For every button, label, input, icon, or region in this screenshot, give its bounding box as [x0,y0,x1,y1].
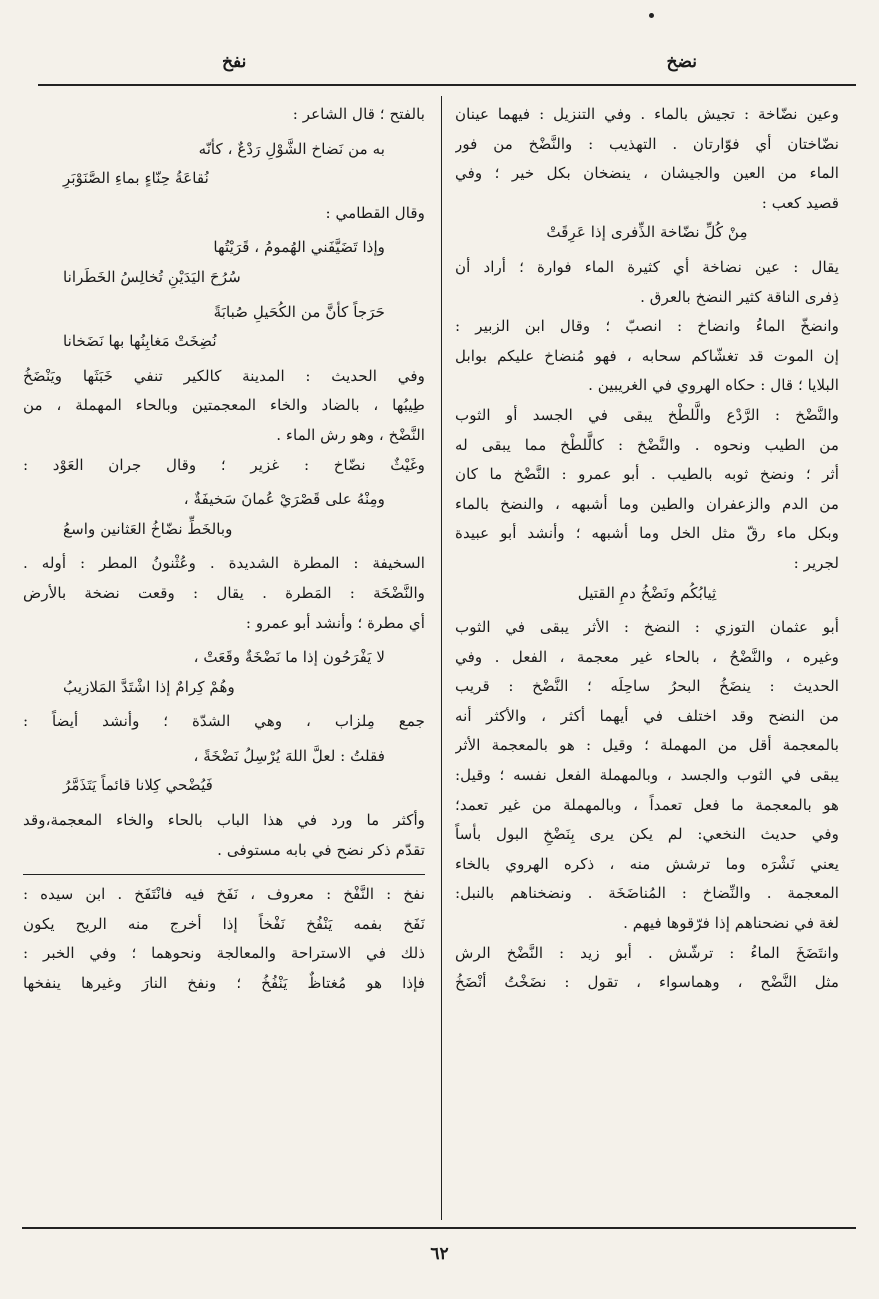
text-line: نضّاختان أي فوّارتان . التهذيب : والنَّضْخ من فور [455,134,839,153]
text-line: وفي الحديث : المدينة كالكير تنفي خَبَثَها ويَنْضَخُ [23,366,425,385]
text-line: لجرير : [793,553,839,572]
text-line: وانضخّ الماءُ وانضاخ : انصبّ ؛ وقال ابن الزبير : [455,317,839,336]
text-line: أبو عثمان التوزي : النضخ : الأثر يبقى في الثوب [455,618,839,637]
text-line: والنَّضْخ : الرَّدْع والَّلطْخ يبقى في الجسد أو الثوب [455,405,839,424]
text-line: إن الموت قد تغشّاكم سحابه ، فهو مُنضاخ عليكم بوابل [455,346,839,365]
text-line: من الدم والزعفران والطين وما أشبهه ، والنضخ بالماء [455,494,839,513]
text-line: النَّضْخ ، وهو رش الماء . [276,425,425,444]
left-column [23,100,425,1220]
entry-rule [23,874,425,875]
verse-line: وإذا تَضَيَّفَني الهُمومُ ، قَرَيْتُها [213,238,385,257]
verse-line: لا يَفْرَحُون إذا ما نَضْخَةٌ وقَعَتْ ، [193,648,385,667]
text-line: قصيد كعب : [761,193,839,212]
text-line: يبقى في الثوب والجسد ، وبالمهملة الفعل نفسه ؛ وقيل: [455,766,839,785]
header-word-left: نفخ [222,52,247,72]
bottom-rule [22,1227,856,1229]
text-line: وبكل ماء رقّ مثل الخل وما أشبهه ؛ وأنشد أبو عبيدة [455,524,839,543]
text-line: الحديث : ينضَخُ البحرُ ساحِلَه ؛ النَّضْخ : قريب [455,677,839,696]
verse-line: سُرُحَ اليَدَيْنِ تُخالِسُ الخَطَرانا [63,267,241,286]
text-line: ذِفرى الناقة كثير النضخ بالعرق . [640,287,839,306]
right-column [455,100,839,1220]
text-line: من النضح وقد اختلف في أيهما أكثر ، والأكثر أنه [455,706,839,725]
text-line: وقال القطامي : [325,203,425,222]
header-word-right: نضخ [666,52,697,72]
text-line: لغة في نضحناهم إذا فرّقوها فيهم . [623,914,839,933]
text-line: يعني نَشْرَه وما ترشش منه ، ذكره الهروي بالخاء [455,854,839,873]
verse-line: وبالخَطِّ نضّاخُ العَثانين واسعُ [63,519,233,538]
text-line: نفخ : النَّفْخ : معروف ، نَفَخ فيه فانْتَفَخ . ابن سيده : [23,885,425,904]
verse-line: به من نَضاخ الشَّوْلِ رَدْعٌ ، كأنّه [198,139,385,158]
text-line: طِيبُها ، بالضاد والخاء المعجمتين وبالحاء المهملة ، من [23,396,425,415]
text-line: المعجمة . والنِّضاخ : المُناضَخَة . ونضخناهم بالنبل: [455,884,839,903]
text-line: الماء من العين والجيشان ، ينضخان بكل خير ؛ وفي [455,164,839,183]
text-line: مثل النَّضْح ، وهماسواء ، تقول : نضَخْتُ أنْضَخُ [455,973,839,992]
text-line: نَفَخ بفمه يَنْفُخ نَفْخاً إذا أخرج منه الريح يكون [23,914,425,933]
text-line: هو بالمعجمة ما فعل تعمداً ، وبالمهملة من غير تعمد؛ [455,795,839,814]
text-line: فإذا هو مُغتاظٌ يَنْفُخُ ؛ ونفخ النارَ وغيرها ينفخها [23,974,425,993]
text-line: وانتَضَخَ الماءُ : ترشّش . أبو زيد : النَّضْخ الرش [455,943,839,962]
text-line: يقال : عين نضاخة أي كثيرة الماء فوارة ؛ أراد أن [455,257,839,276]
page-number: ٦٢ [430,1244,449,1264]
text-line: من الطيب ونحوه . والنَّضْخ : كالَّلطْخ مما يبقى له [455,435,839,454]
verse-line: ثِيابُكُم ونَضْخُ دمِ القتيل [577,583,717,602]
text-line: وعين نضّاخة : تجيش بالماء . وفي التنزيل : فيهما عينان [455,105,839,123]
verse-line: فَيُضْحي كِلانا قائماً يَتَذَمَّرُ [63,776,213,795]
text-line: وأكثر ما ورد في هذا الباب بالحاء والخاء المعجمة،وقد [23,811,425,830]
text-line: جمع مِلزاب ، وهي الشدّة ؛ وأنشد أيضاً : [23,712,425,731]
text-line: البلايا ؛ قال : حكاه الهروي في الغريبين . [588,376,839,395]
verse-line: حَرَجاً كأنَّ من الكُحَيلِ صُبابَةً [213,302,385,321]
top-rule [38,84,856,86]
text-line: بالفتح ؛ قال الشاعر : [292,105,425,123]
text-line: تقدّم ذكر نضح في بابه مستوفى . [217,840,425,859]
verse-line: ومِنْهُ على قَصْرَيْ عُمانَ سَخيفَةٌ ، [183,490,385,509]
verse-line: وهُمْ كِرامٌ إذا اشْتَدَّ المَلازيبُ [63,677,235,696]
verse-line: نُقاعَةُ حِنّاءٍ بماءِ الصَّنَوْبَرِ [63,169,209,188]
ink-speck [649,13,654,18]
text-line: السخيفة : المطرة الشديدة . وعُثْنونُ المطر : أوله . [23,554,425,573]
verse-line: نُضِخَتْ مَغابِنُها بها نَضَخانا [63,332,217,351]
verse-line: مِنْ كُلِّ نضّاخة الذِّفرى إذا عَرِقَتْ [546,223,748,242]
text-line: بالمعجمة أقل من المهملة ؛ وقيل : هو بالمعجمة الأثر [455,736,839,755]
text-line: أي مطرة ؛ وأنشد أبو عمرو : [245,613,425,632]
text-line: وغَيْثٌ نضّاخ : غزير ؛ وقال جران العَوْد : [23,455,425,474]
text-line: وغيره ، والنَّضْحُ ، بالحاء غير معجمة ، الفعل . وفي [455,647,839,666]
text-line: أثر ؛ ونضخ ثوبه بالطيب . أبو عمرو : النَّضْخ ما كان [455,465,839,484]
text-line: والنَّضْخَة : المَطرة . يقال : وقعت نضخة بالأرض [23,583,425,602]
text-line: ذلك في الاستراحة والمعالجة ونحوهما ؛ وفي الخبر : [23,944,425,963]
text-line: وفي حديث النخعي: لم يكن يرى بِنَضْخِ البول بأساً [455,825,839,844]
column-divider [441,96,442,1220]
verse-line: فقلتُ : لعلَّ اللهَ يُرْسِلُ نَضْخَةً ، [193,746,385,765]
